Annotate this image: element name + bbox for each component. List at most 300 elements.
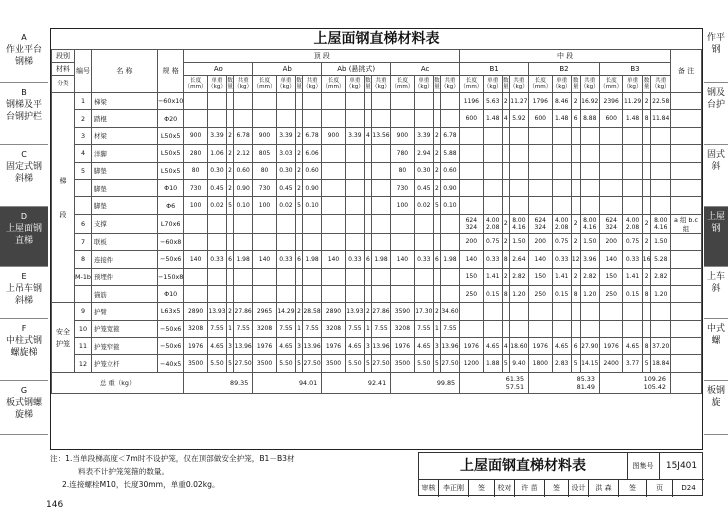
value-cell: 27.50 [302, 355, 321, 372]
signature-cell: 校对 [495, 479, 515, 497]
value-cell: 0.90 [302, 179, 321, 196]
row-spec: L50x5 [157, 127, 183, 144]
corner-bottom: 分类 [52, 76, 75, 93]
value-cell: 3.39 [345, 127, 364, 144]
row-number: M-1b [75, 268, 92, 285]
sub-header: 数量 [571, 76, 580, 93]
value-cell: 18.60 [509, 338, 528, 355]
value-cell [433, 214, 440, 233]
value-cell: 6.06 [302, 145, 321, 162]
value-cell [391, 214, 414, 233]
value-cell: 2 [502, 233, 509, 250]
row-spec: Φ6 [157, 197, 183, 214]
value-cell [552, 320, 571, 337]
table-row [52, 338, 702, 355]
tab-code: G [20, 386, 28, 395]
value-cell: 900 [322, 127, 345, 144]
row-number: 8 [75, 251, 92, 268]
row-remark [671, 110, 702, 127]
value-cell [322, 197, 345, 214]
value-cell [529, 145, 552, 162]
value-cell: 1976 [184, 338, 207, 355]
value-cell: 1.88 [483, 355, 502, 372]
value-cell [642, 162, 651, 179]
table-row [52, 110, 702, 127]
value-cell [322, 110, 345, 127]
value-cell [433, 285, 440, 302]
value-cell: 624 324 [460, 214, 483, 233]
tab-code: E [21, 272, 27, 281]
value-cell: 1976 [529, 338, 552, 355]
row-remark [671, 338, 702, 355]
value-cell: 13.96 [371, 338, 390, 355]
value-cell [571, 197, 580, 214]
value-cell: 0.60 [440, 162, 459, 179]
category-safety: 安全护笼 [52, 303, 75, 373]
value-cell: 7.55 [371, 320, 390, 337]
value-cell: 5 [296, 197, 303, 214]
value-cell: 2965 [253, 303, 276, 320]
value-cell: 2 [502, 93, 509, 110]
value-cell: 2 [433, 127, 440, 144]
value-cell: 0.75 [552, 233, 571, 250]
value-cell: 8.00 4.16 [580, 214, 599, 233]
value-cell: 3.39 [276, 127, 295, 144]
tab-code: F [21, 324, 27, 333]
value-cell: 1.20 [651, 285, 671, 302]
value-cell: 2400 [599, 355, 622, 372]
row-spec: −40x5 [157, 355, 183, 372]
value-cell [502, 197, 509, 214]
value-cell: 2 [433, 162, 440, 179]
value-cell [623, 162, 642, 179]
value-cell: 8.00 4.16 [509, 214, 528, 233]
total-value: 61.35 57.51 [460, 372, 529, 393]
row-name: 脚垫 [91, 197, 157, 214]
value-cell: 2 [642, 233, 651, 250]
value-cell [207, 233, 226, 250]
value-cell: 11.27 [509, 93, 528, 110]
value-cell: 0.45 [207, 179, 226, 196]
value-cell [509, 197, 528, 214]
row-spec: −60x8 [157, 233, 183, 250]
row-spec: Φ10 [157, 285, 183, 302]
value-cell: 3590 [391, 303, 414, 320]
value-cell: 13.96 [302, 338, 321, 355]
value-cell [345, 179, 364, 196]
value-cell: 600 [529, 110, 552, 127]
value-cell [276, 214, 295, 233]
section-tab-d[interactable] [0, 207, 48, 267]
row-name: 梯梁 [91, 93, 157, 110]
value-cell [623, 197, 642, 214]
value-cell [509, 127, 528, 144]
value-cell: 27.50 [371, 355, 390, 372]
value-cell [322, 93, 345, 110]
value-cell: 28.58 [302, 303, 321, 320]
value-cell: 2.82 [651, 268, 671, 285]
value-cell: 5.88 [440, 145, 459, 162]
value-cell [233, 214, 252, 233]
row-remark [671, 197, 702, 214]
value-cell: 22.58 [651, 93, 671, 110]
value-cell: 5 [642, 355, 651, 372]
row-number [75, 179, 92, 196]
value-cell [552, 145, 571, 162]
value-cell: 1.41 [483, 268, 502, 285]
value-cell: 27.50 [233, 355, 252, 372]
value-cell: 5 [433, 197, 440, 214]
value-cell: 280 [184, 145, 207, 162]
value-cell: 900 [253, 127, 276, 144]
value-cell: 13.96 [440, 338, 459, 355]
value-cell [365, 268, 372, 285]
sub-header: 长度（mm） [599, 76, 622, 93]
sub-header: 共重（kg） [509, 76, 528, 93]
right-section-tab[interactable]: 上车斜 [704, 267, 728, 319]
value-cell [365, 233, 372, 250]
row-number: 2 [75, 110, 92, 127]
value-cell [460, 162, 483, 179]
tab-code: A [21, 33, 27, 42]
sub-header: 单重（kg） [552, 76, 571, 93]
value-cell [184, 285, 207, 302]
sub-header: 单重（kg） [414, 76, 433, 93]
value-cell: 2 [642, 214, 651, 233]
section-tab-e[interactable] [0, 267, 48, 319]
value-cell: 2 [571, 268, 580, 285]
value-cell [651, 145, 671, 162]
row-name: 洋脚 [91, 145, 157, 162]
value-cell [571, 320, 580, 337]
value-cell: 5.50 [414, 355, 433, 372]
value-cell: 3.39 [207, 127, 226, 144]
section-tab-f[interactable] [0, 319, 48, 381]
value-cell [322, 162, 345, 179]
value-cell: 600 [599, 110, 622, 127]
table-row [52, 145, 702, 162]
row-spec: L70x6 [157, 214, 183, 233]
value-cell [302, 285, 321, 302]
group-header: Ac [391, 63, 460, 76]
value-cell [440, 93, 459, 110]
value-cell: 37.20 [651, 338, 671, 355]
value-cell: 1976 [253, 338, 276, 355]
value-cell: 150 [460, 268, 483, 285]
value-cell: 1.48 [623, 110, 642, 127]
corner-mid: 材料 [52, 63, 75, 76]
value-cell: 1.20 [580, 285, 599, 302]
row-remark [671, 179, 702, 196]
row-remark [671, 251, 702, 268]
value-cell [483, 127, 502, 144]
value-cell [502, 320, 509, 337]
right-section-tab[interactable]: 上屋钢 [704, 207, 728, 267]
value-cell [207, 268, 226, 285]
row-number: 6 [75, 214, 92, 233]
value-cell: 1976 [599, 338, 622, 355]
group-header: B1 [460, 63, 529, 76]
value-cell [233, 268, 252, 285]
value-cell [345, 233, 364, 250]
value-cell [371, 110, 390, 127]
row-name: 护笼立杆 [91, 355, 157, 372]
row-remark [671, 162, 702, 179]
sub-header: 长度（mm） [184, 76, 207, 93]
sub-header: 共重（kg） [233, 76, 252, 93]
row-name: 预埋件 [91, 268, 157, 285]
value-cell [365, 285, 372, 302]
signature-cell: D24 [681, 484, 696, 492]
right-section-tab[interactable]: 作平钢 [704, 28, 728, 83]
value-cell [227, 110, 234, 127]
value-cell [207, 93, 226, 110]
value-cell [371, 268, 390, 285]
value-cell [322, 285, 345, 302]
right-section-tab[interactable]: 固式斜 [704, 145, 728, 207]
value-cell: 8.00 4.16 [651, 214, 671, 233]
row-remark [671, 93, 702, 110]
value-cell [571, 145, 580, 162]
value-cell: 4.65 [483, 338, 502, 355]
table-row [52, 214, 702, 233]
value-cell: 8 [502, 251, 509, 268]
value-cell: 6 [571, 110, 580, 127]
total-value: 99.85 [391, 372, 460, 393]
value-cell: 2 [571, 233, 580, 250]
value-cell [502, 303, 509, 320]
value-cell [642, 197, 651, 214]
value-cell: 730 [253, 179, 276, 196]
value-cell: 3208 [322, 320, 345, 337]
sub-header: 长度（mm） [253, 76, 276, 93]
value-cell: 5 [296, 355, 303, 372]
value-cell: 100 [391, 197, 414, 214]
value-cell: 0.15 [623, 285, 642, 302]
section-tab-a[interactable] [0, 28, 48, 83]
right-section-tab[interactable]: 钢及台护 [704, 83, 728, 145]
value-cell: 1.98 [440, 251, 459, 268]
value-cell: 2 [296, 179, 303, 196]
value-cell: 1.20 [509, 285, 528, 302]
value-cell: 780 [391, 145, 414, 162]
row-number [75, 197, 92, 214]
value-cell: 2 [296, 303, 303, 320]
value-cell [651, 303, 671, 320]
signature-cell: 许 苗 [515, 479, 545, 497]
right-section-tab[interactable]: 中式螺 [704, 319, 728, 381]
value-cell: 27.86 [233, 303, 252, 320]
value-cell [207, 110, 226, 127]
value-cell: 2 [502, 214, 509, 233]
value-cell [509, 162, 528, 179]
value-cell: 16 [642, 251, 651, 268]
value-cell [440, 110, 459, 127]
header-top-section: 顶 段 [184, 50, 460, 63]
signature-cell: 设计 [569, 479, 589, 497]
value-cell: 3 [227, 338, 234, 355]
value-cell [552, 127, 571, 144]
value-cell [322, 233, 345, 250]
value-cell: 2 [227, 162, 234, 179]
value-cell [642, 320, 651, 337]
row-number: 1 [75, 93, 92, 110]
note-line: 2.连接螺栓M10，长度30mm，单重0.02kg。 [62, 480, 220, 489]
value-cell: 4.65 [345, 338, 364, 355]
value-cell: 2 [296, 127, 303, 144]
note-line: 注：1.当单段梯高度＜7m时不设护笼，仅在顶部做安全护笼，B1－B3材 [50, 454, 295, 463]
value-cell [253, 110, 276, 127]
value-cell: 8 [642, 110, 651, 127]
row-number: 7 [75, 233, 92, 250]
value-cell: 1200 [460, 355, 483, 372]
value-cell [414, 233, 433, 250]
value-cell [580, 179, 599, 196]
value-cell: 1.98 [302, 251, 321, 268]
value-cell: 27.50 [440, 355, 459, 372]
value-cell: 17.30 [414, 303, 433, 320]
row-number: 9 [75, 303, 92, 320]
value-cell: 2 [296, 145, 303, 162]
value-cell: 8 [642, 338, 651, 355]
row-remark [671, 127, 702, 144]
value-cell: 0.10 [440, 197, 459, 214]
value-cell [391, 93, 414, 110]
value-cell [552, 303, 571, 320]
table-row [52, 355, 702, 372]
value-cell [302, 268, 321, 285]
right-section-tab[interactable]: 板钢旋 [704, 381, 728, 435]
row-remark [671, 320, 702, 337]
value-cell [365, 197, 372, 214]
value-cell [371, 145, 390, 162]
value-cell: 0.33 [552, 251, 571, 268]
value-cell: 2 [227, 303, 234, 320]
value-cell [302, 233, 321, 250]
value-cell: 0.45 [414, 179, 433, 196]
table-row [52, 197, 702, 214]
value-cell: 730 [391, 179, 414, 196]
value-cell: 2890 [322, 303, 345, 320]
value-cell: 12 [571, 251, 580, 268]
value-cell: 0.33 [276, 251, 295, 268]
value-cell [371, 197, 390, 214]
value-cell [365, 145, 372, 162]
total-value: 85.33 81.49 [529, 372, 600, 393]
value-cell [509, 320, 528, 337]
value-cell [580, 197, 599, 214]
section-tab-c[interactable] [0, 145, 48, 207]
value-cell [296, 110, 303, 127]
value-cell [345, 197, 364, 214]
tab-label: 固定式钢斜梯 [5, 162, 42, 184]
value-cell [227, 233, 234, 250]
section-tab-g[interactable] [0, 381, 48, 435]
value-cell [529, 127, 552, 144]
value-cell: 2 [642, 268, 651, 285]
row-number [75, 285, 92, 302]
row-name: 锚筋 [91, 285, 157, 302]
value-cell: 140 [599, 251, 622, 268]
value-cell: 3500 [322, 355, 345, 372]
value-cell [440, 268, 459, 285]
value-cell [227, 285, 234, 302]
sub-header: 数量 [365, 76, 372, 93]
value-cell: 2 [433, 303, 440, 320]
value-cell [440, 214, 459, 233]
value-cell [580, 303, 599, 320]
value-cell: 7.55 [302, 320, 321, 337]
value-cell [642, 303, 651, 320]
value-cell [207, 285, 226, 302]
value-cell: 6 [571, 338, 580, 355]
value-cell: 1976 [460, 338, 483, 355]
sub-header: 数量 [433, 76, 440, 93]
value-cell: 1976 [322, 338, 345, 355]
value-cell [184, 268, 207, 285]
section-tab-b[interactable] [0, 83, 48, 145]
row-spec: −50x6 [157, 338, 183, 355]
value-cell [483, 145, 502, 162]
value-cell [296, 93, 303, 110]
row-number: 11 [75, 338, 92, 355]
value-cell [580, 162, 599, 179]
sub-header: 长度（mm） [460, 76, 483, 93]
row-spec: −60x10 [157, 93, 183, 110]
signature-row [419, 479, 704, 497]
value-cell [599, 303, 622, 320]
value-cell [371, 162, 390, 179]
left-section-tabs [0, 28, 48, 435]
value-cell: 4.65 [414, 338, 433, 355]
value-cell [460, 127, 483, 144]
value-cell: 11.84 [651, 110, 671, 127]
value-cell [365, 179, 372, 196]
value-cell: 0.33 [483, 251, 502, 268]
value-cell: 8 [642, 285, 651, 302]
sub-header: 共重（kg） [651, 76, 671, 93]
row-spec: Φ20 [157, 110, 183, 127]
value-cell: 0.60 [233, 162, 252, 179]
table-row [52, 162, 702, 179]
value-cell: 16.92 [580, 93, 599, 110]
value-cell [322, 179, 345, 196]
table-row [52, 303, 702, 320]
value-cell [580, 320, 599, 337]
value-cell: 13.93 [345, 303, 364, 320]
row-number: 3 [75, 127, 92, 144]
col-header-spec: 规 格 [157, 50, 183, 93]
value-cell: 6 [227, 251, 234, 268]
value-cell: 1 [433, 320, 440, 337]
sub-header: 单重（kg） [345, 76, 364, 93]
value-cell: 8.88 [580, 110, 599, 127]
value-cell [580, 145, 599, 162]
value-cell: 140 [460, 251, 483, 268]
value-cell: 2.82 [580, 268, 599, 285]
group-header: Ab (悬挑式) [322, 63, 391, 76]
value-cell [227, 93, 234, 110]
value-cell: 0.10 [233, 197, 252, 214]
value-cell [642, 179, 651, 196]
total-label: 总 重（kg） [52, 372, 184, 393]
value-cell [552, 162, 571, 179]
table-row [52, 268, 702, 285]
page-number: 146 [46, 500, 64, 510]
value-cell [322, 214, 345, 233]
value-cell: 0.30 [207, 162, 226, 179]
value-cell [345, 93, 364, 110]
